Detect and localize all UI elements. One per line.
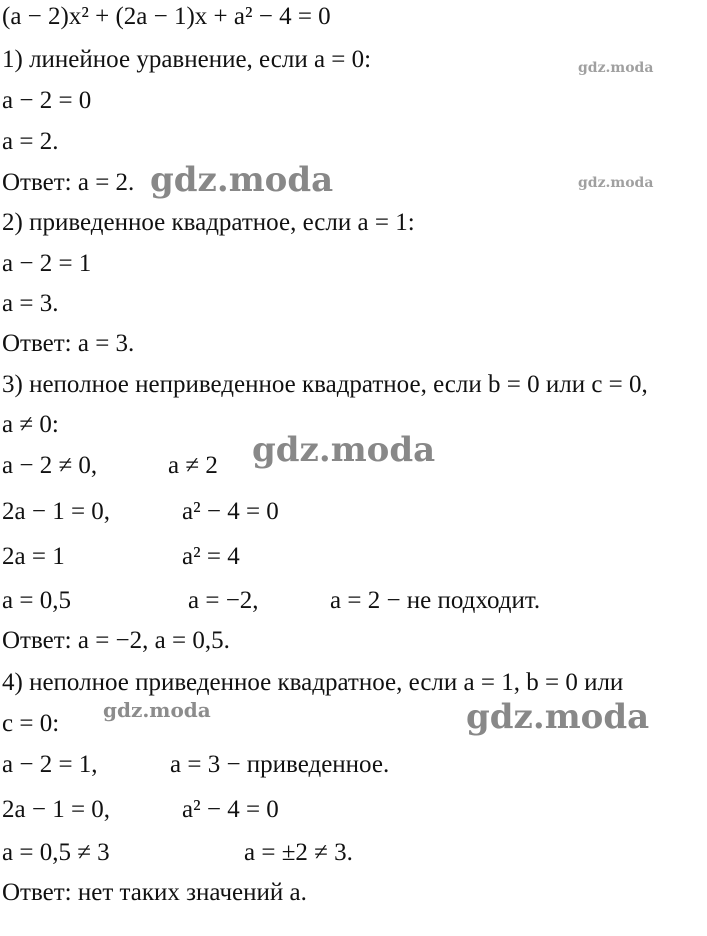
row-right: a² − 4 = 0 <box>182 498 279 525</box>
case-4-row-1 <box>2 750 702 780</box>
case-2-heading: 2) приведенное квадратное, если a = 1: <box>2 209 415 236</box>
case-1-answer: Ответ: a = 2. <box>2 169 135 196</box>
row-left: a − 2 ≠ 0, <box>2 452 98 479</box>
case-1-step-1: a − 2 = 0 <box>2 87 92 114</box>
row-left: a − 2 = 1, <box>2 751 98 778</box>
case-2-step-2: a = 3. <box>2 290 59 317</box>
row-right: a = 3 − приведенное. <box>170 751 390 778</box>
row-right: a = ±2 ≠ 3. <box>244 839 353 866</box>
row-left: 2a − 1 = 0, <box>2 796 111 823</box>
row-left: 2a − 1 = 0, <box>2 498 111 525</box>
watermark-logo: gdz.moda <box>150 160 334 200</box>
case-3-row-3 <box>2 542 702 572</box>
row-left: 2a = 1 <box>2 543 65 570</box>
row-left: a = 0,5 <box>2 587 71 614</box>
watermark-logo: gdz.moda <box>578 60 654 76</box>
case-3-condition: a ≠ 0: <box>2 411 59 438</box>
row-right: a = 2 − не подходит. <box>330 587 541 614</box>
case-4-condition: c = 0: <box>2 710 60 737</box>
row-right: a ≠ 2 <box>168 452 218 479</box>
row-right: a² − 4 = 0 <box>182 796 279 823</box>
case-4-row-3 <box>2 838 702 868</box>
row-middle: a = −2, <box>188 587 259 614</box>
watermark-logo: gdz.moda <box>578 175 654 191</box>
case-3-answer: Ответ: a = −2, a = 0,5. <box>2 627 230 654</box>
case-2-step-1: a − 2 = 1 <box>2 250 92 277</box>
watermark-logo: gdz.moda <box>252 430 436 470</box>
equation-line: (a − 2)x² + (2a − 1)x + a² − 4 = 0 <box>2 3 331 30</box>
case-4-heading: 4) неполное приведенное квадратное, если a = 1, b = 0 или <box>2 669 624 696</box>
case-3-row-2 <box>2 497 702 527</box>
case-2-answer: Ответ: a = 3. <box>2 330 135 357</box>
case-1-step-2: a = 2. <box>2 128 59 155</box>
case-3-heading: 3) неполное неприведенное квадратное, если b = 0 или c = 0, <box>2 371 648 398</box>
row-left: a = 0,5 ≠ 3 <box>2 839 110 866</box>
watermark-logo: gdz.moda <box>466 697 650 737</box>
case-1-heading: 1) линейное уравнение, если a = 0: <box>2 46 372 73</box>
row-right: a² = 4 <box>182 543 240 570</box>
case-4-row-2 <box>2 795 702 825</box>
case-3-row-4 <box>2 586 702 616</box>
watermark-logo: gdz.moda <box>103 698 211 722</box>
case-4-answer: Ответ: нет таких значений a. <box>2 879 307 906</box>
